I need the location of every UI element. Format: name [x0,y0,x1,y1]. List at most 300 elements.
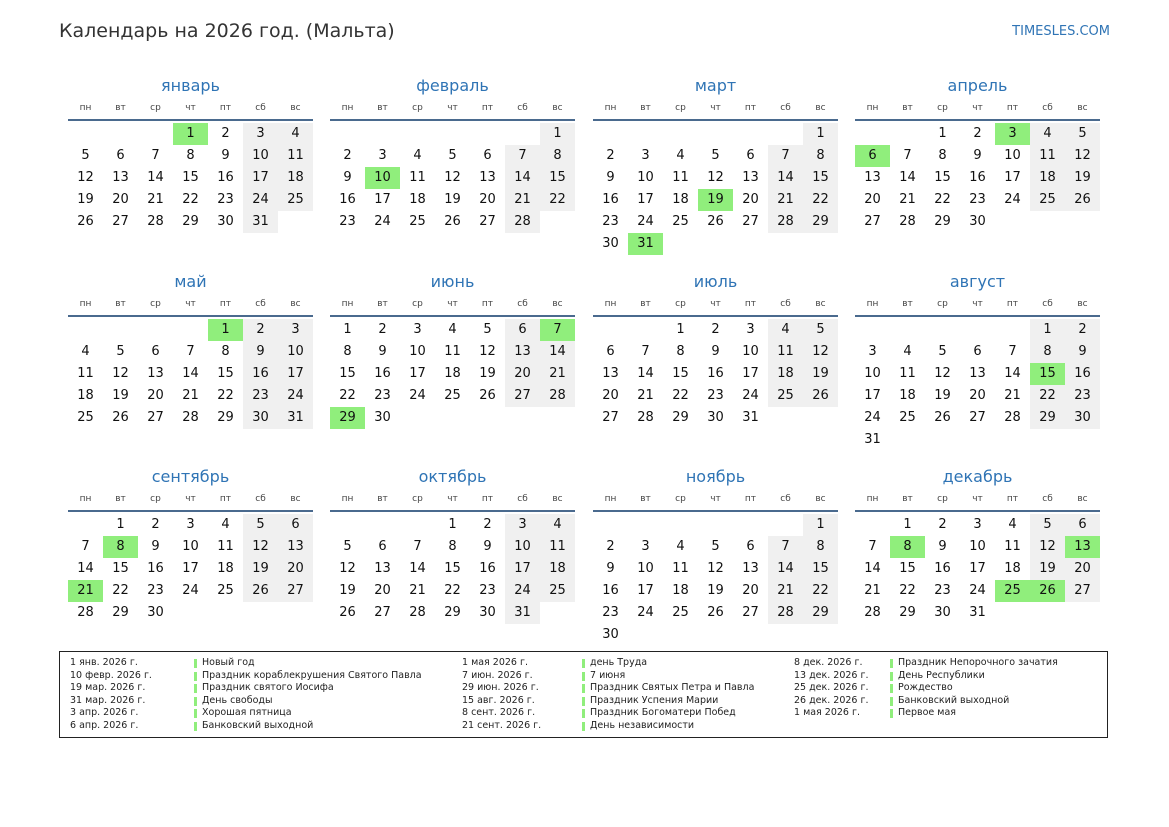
weekday-label: пт [1006,494,1019,504]
holiday-marker-icon [582,722,585,731]
day-cell: 9 [1065,341,1100,363]
month-block [68,73,313,233]
day-cell: 22 [339,388,356,403]
weekday-label: сб [1042,103,1053,113]
empty-cell [855,319,890,341]
weekday-label: вт [902,494,913,504]
day-cell: 30 [217,214,234,229]
day-cell: 16 [339,192,356,207]
day-cell: 2 [151,517,160,532]
day-cell: 20 [479,192,496,207]
day-cell: 23 [934,583,951,598]
holiday-marker-icon [890,684,893,693]
weekday-label: ср [675,103,686,113]
holiday-day: 1 [173,123,208,145]
weekday-label: сб [780,299,791,309]
weekday-label: вс [290,103,301,113]
empty-cell [960,319,995,341]
empty-cell [400,514,435,536]
day-cell: 21 [540,363,575,385]
day-cell: 19 [444,192,461,207]
day-cell: 3 [746,322,755,337]
day-cell: 17 [1004,170,1021,185]
day-cell: 22 [540,189,575,211]
holiday-marker-icon [582,697,585,706]
day-cell: 6 [606,344,615,359]
empty-cell [855,123,890,145]
day-cell: 18 [672,192,689,207]
day-cell: 13 [479,170,496,185]
day-cell: 2 [243,319,278,341]
day-cell: 26 [444,214,461,229]
weekday-label: вс [290,299,301,309]
day-cell: 3 [973,517,982,532]
day-cell: 30 [969,214,986,229]
day-cell: 8 [540,145,575,167]
legend-date: 1 мая 2026 г. [462,657,528,668]
day-cell: 19 [112,388,129,403]
weekday-label: вт [115,103,126,113]
empty-cell [855,514,890,536]
day-cell: 25 [1030,189,1065,211]
day-cell: 27 [969,410,986,425]
day-cell: 28 [864,605,881,620]
day-cell: 24 [505,580,540,602]
day-cell: 1 [903,517,912,532]
weekday-label: пт [744,299,757,309]
day-cell: 10 [637,561,654,576]
day-cell: 18 [77,388,94,403]
day-cell: 15 [672,366,689,381]
weekday-label: вс [1077,299,1088,309]
day-cell: 23 [479,583,496,598]
day-cell: 6 [746,539,755,554]
day-cell: 19 [1030,558,1065,580]
holiday-marker-icon [194,684,197,693]
holiday-marker-icon [582,709,585,718]
day-cell: 4 [676,539,685,554]
day-cell: 7 [186,344,195,359]
day-cell: 17 [969,561,986,576]
legend-date: 19 мар. 2026 г. [70,682,146,694]
legend-date: 26 дек. 2026 г. [794,694,869,706]
day-cell: 13 [374,561,391,576]
day-cell: 18 [409,192,426,207]
weekday-label: пт [219,494,232,504]
legend-date: 29 июн. 2026 г. [462,682,539,694]
day-cell: 12 [339,561,356,576]
month-block [330,464,575,624]
day-cell: 25 [217,583,234,598]
empty-cell [138,123,173,145]
weekday-label: чт [447,299,458,309]
day-cell: 19 [77,192,94,207]
day-cell: 21 [409,583,426,598]
day-cell: 12 [112,366,129,381]
empty-cell [663,123,698,145]
day-cell: 14 [147,170,164,185]
day-cell: 8 [343,344,352,359]
legend-date: 13 дек. 2026 г. [794,669,869,681]
day-cell: 20 [969,388,986,403]
day-cell: 15 [217,366,234,381]
day-cell: 12 [1065,145,1100,167]
day-cell: 24 [864,410,881,425]
days-grid [68,319,313,429]
weekday-label: ср [937,494,948,504]
weekday-label: ср [412,494,423,504]
day-cell: 12 [243,536,278,558]
weekday-label: чт [972,494,983,504]
day-cell: 6 [746,148,755,163]
empty-cell [330,514,365,536]
month-name: март [694,76,737,95]
day-cell: 26 [803,385,838,407]
day-cell: 29 [1030,407,1065,429]
weekday-label: пт [1006,299,1019,309]
legend-column [462,657,842,733]
day-cell: 6 [505,319,540,341]
legend-holiday-name: Первое мая [898,707,956,719]
empty-cell [365,123,400,145]
holiday-day: 6 [855,145,890,167]
day-cell: 10 [864,366,881,381]
weekday-header [330,295,575,317]
weekday-label: чт [447,494,458,504]
day-cell: 10 [243,145,278,167]
legend-item [462,682,842,695]
day-cell: 2 [606,148,615,163]
weekday-label: вс [552,299,563,309]
legend-date: 8 дек. 2026 г. [794,657,863,668]
day-cell: 21 [768,580,803,602]
days-grid [855,123,1100,233]
day-cell: 28 [768,602,803,624]
legend-date: 3 апр. 2026 г. [70,707,139,719]
day-cell: 10 [278,341,313,363]
day-cell: 8 [1030,341,1065,363]
month-block [855,464,1100,624]
day-cell: 9 [483,539,492,554]
day-cell: 1 [676,322,685,337]
day-cell: 22 [803,189,838,211]
day-cell: 18 [899,388,916,403]
day-cell: 3 [641,148,650,163]
day-cell: 12 [934,366,951,381]
day-cell: 17 [374,192,391,207]
legend-item [70,682,450,695]
weekday-label: чт [185,103,196,113]
day-cell: 16 [217,170,234,185]
page-title: Календарь на 2026 год. (Мальта) [59,20,395,42]
day-cell: 11 [1004,539,1021,554]
day-cell: 14 [864,561,881,576]
month-block [330,269,575,429]
legend-holiday-name: Праздник святого Иосифа [202,682,334,694]
day-cell: 13 [742,561,759,576]
day-cell: 14 [505,167,540,189]
day-cell: 24 [243,189,278,211]
day-cell: 23 [339,214,356,229]
holiday-day: 10 [365,167,400,189]
day-cell: 4 [768,319,803,341]
day-cell: 20 [147,388,164,403]
day-cell: 3 [641,539,650,554]
day-cell: 23 [707,388,724,403]
weekday-header [68,295,313,317]
day-cell: 30 [147,605,164,620]
weekday-label: пн [866,494,879,504]
day-cell: 10 [1004,148,1021,163]
weekday-label: ср [150,299,161,309]
day-cell: 9 [938,539,947,554]
day-cell: 26 [243,580,278,602]
empty-cell [733,514,768,536]
month-block [855,73,1100,233]
weekday-label: вс [1077,103,1088,113]
day-cell: 13 [278,536,313,558]
day-cell: 6 [278,514,313,536]
weekday-label: ср [675,299,686,309]
weekday-header [593,99,838,121]
month-name: февраль [416,76,489,95]
day-cell: 10 [637,170,654,185]
day-cell: 26 [77,214,94,229]
day-cell: 13 [864,170,881,185]
day-cell: 3 [868,344,877,359]
day-cell: 1 [803,123,838,145]
empty-cell [68,319,103,341]
holiday-day: 31 [628,233,663,255]
weekday-label: вт [902,103,913,113]
day-cell: 9 [973,148,982,163]
weekday-label: ср [150,494,161,504]
legend-holiday-name: 7 июня [590,669,626,681]
holiday-day: 21 [68,580,103,602]
weekday-label: вт [640,299,651,309]
day-cell: 4 [676,148,685,163]
day-cell: 7 [868,539,877,554]
day-cell: 24 [637,214,654,229]
legend-item [70,720,450,733]
day-cell: 25 [768,385,803,407]
site-link[interactable]: TIMESLES.COM [1012,24,1110,39]
days-grid [593,514,838,646]
day-cell: 23 [1065,385,1100,407]
day-cell: 24 [742,388,759,403]
weekday-label: ср [150,103,161,113]
weekday-label: пн [604,299,617,309]
day-cell: 19 [243,558,278,580]
legend-holiday-name: Рождество [898,682,953,694]
day-cell: 26 [339,605,356,620]
day-cell: 16 [374,366,391,381]
weekday-label: ср [412,299,423,309]
empty-cell [698,514,733,536]
holiday-day: 1 [208,319,243,341]
day-cell: 3 [413,322,422,337]
weekday-header [593,295,838,317]
day-cell: 22 [182,192,199,207]
day-cell: 7 [641,344,650,359]
legend-date: 10 февр. 2026 г. [70,669,152,681]
day-cell: 25 [672,605,689,620]
day-cell: 8 [448,539,457,554]
day-cell: 26 [1065,189,1100,211]
weekday-header [855,99,1100,121]
holiday-day: 8 [890,536,925,558]
day-cell: 18 [278,167,313,189]
day-cell: 10 [505,536,540,558]
weekday-label: пн [79,103,92,113]
day-cell: 28 [505,211,540,233]
holiday-day: 19 [698,189,733,211]
day-cell: 4 [413,148,422,163]
day-cell: 16 [243,363,278,385]
weekday-label: пт [481,299,494,309]
day-cell: 7 [1008,344,1017,359]
legend-holiday-name: день Труда [590,657,648,668]
weekday-label: сб [517,103,528,113]
day-cell: 7 [413,539,422,554]
day-cell: 8 [676,344,685,359]
day-cell: 17 [637,583,654,598]
empty-cell [103,319,138,341]
empty-cell [628,319,663,341]
day-cell: 10 [182,539,199,554]
day-cell: 11 [409,170,426,185]
day-cell: 4 [278,123,313,145]
day-cell: 18 [768,363,803,385]
month-name: июнь [430,272,475,291]
legend-item [462,707,842,720]
legend-holiday-name: Банковский выходной [202,719,314,731]
weekday-label: чт [972,299,983,309]
day-cell: 18 [444,366,461,381]
weekday-header [68,490,313,512]
legend-holiday-name: Банковский выходной [898,694,1010,706]
legend-item [794,707,1094,720]
weekday-label: сб [780,494,791,504]
month-block [593,464,838,646]
month-name: январь [161,76,220,95]
month-name: декабрь [942,467,1013,486]
day-cell: 23 [217,192,234,207]
day-cell: 13 [969,366,986,381]
holiday-legend [59,651,1108,738]
day-cell: 12 [707,561,724,576]
legend-date: 7 июн. 2026 г. [462,669,533,681]
month-name: апрель [947,76,1008,95]
day-cell: 15 [803,167,838,189]
weekday-label: сб [517,494,528,504]
day-cell: 17 [182,561,199,576]
day-cell: 23 [969,192,986,207]
empty-cell [593,123,628,145]
day-cell: 25 [672,214,689,229]
day-cell: 24 [1004,192,1021,207]
weekday-label: чт [710,103,721,113]
day-cell: 13 [602,366,619,381]
day-cell: 24 [182,583,199,598]
day-cell: 5 [483,322,492,337]
day-cell: 14 [409,561,426,576]
day-cell: 8 [221,344,230,359]
day-cell: 20 [505,363,540,385]
day-cell: 14 [899,170,916,185]
day-cell: 1 [803,514,838,536]
day-cell: 3 [186,517,195,532]
day-cell: 18 [1004,561,1021,576]
day-cell: 14 [1004,366,1021,381]
day-cell: 25 [540,580,575,602]
day-cell: 27 [479,214,496,229]
empty-cell [768,123,803,145]
legend-holiday-name: День свободы [202,694,273,706]
day-cell: 31 [969,605,986,620]
weekday-label: пт [744,494,757,504]
weekday-label: вт [115,494,126,504]
day-cell: 1 [448,517,457,532]
day-cell: 7 [768,536,803,558]
day-cell: 11 [217,539,234,554]
empty-cell [925,319,960,341]
weekday-label: сб [517,299,528,309]
day-cell: 24 [278,385,313,407]
day-cell: 21 [505,189,540,211]
day-cell: 1 [540,123,575,145]
weekday-label: вс [552,103,563,113]
day-cell: 9 [711,344,720,359]
day-cell: 26 [707,605,724,620]
holiday-day: 25 [995,580,1030,602]
legend-item [794,682,1094,695]
day-cell: 2 [711,322,720,337]
weekday-label: сб [255,299,266,309]
holiday-day: 7 [540,319,575,341]
weekday-label: пн [866,299,879,309]
holiday-day: 29 [330,407,365,429]
day-cell: 27 [742,214,759,229]
month-name: август [949,272,1006,291]
day-cell: 5 [448,148,457,163]
empty-cell [628,123,663,145]
holiday-day: 8 [103,536,138,558]
day-cell: 15 [182,170,199,185]
day-cell: 18 [217,561,234,576]
day-cell: 6 [151,344,160,359]
day-cell: 21 [1004,388,1021,403]
day-cell: 21 [182,388,199,403]
day-cell: 28 [182,410,199,425]
holiday-marker-icon [194,672,197,681]
day-cell: 11 [278,145,313,167]
day-cell: 28 [147,214,164,229]
day-cell: 5 [711,539,720,554]
day-cell: 12 [77,170,94,185]
legend-holiday-name: День Республики [898,669,985,681]
day-cell: 21 [899,192,916,207]
day-cell: 27 [742,605,759,620]
weekday-label: вт [902,299,913,309]
weekday-label: сб [1042,299,1053,309]
empty-cell [470,123,505,145]
day-cell: 21 [864,583,881,598]
legend-holiday-name: Праздник Богоматери Побед [590,707,736,719]
day-cell: 6 [973,344,982,359]
holiday-day: 13 [1065,536,1100,558]
holiday-marker-icon [582,659,585,668]
